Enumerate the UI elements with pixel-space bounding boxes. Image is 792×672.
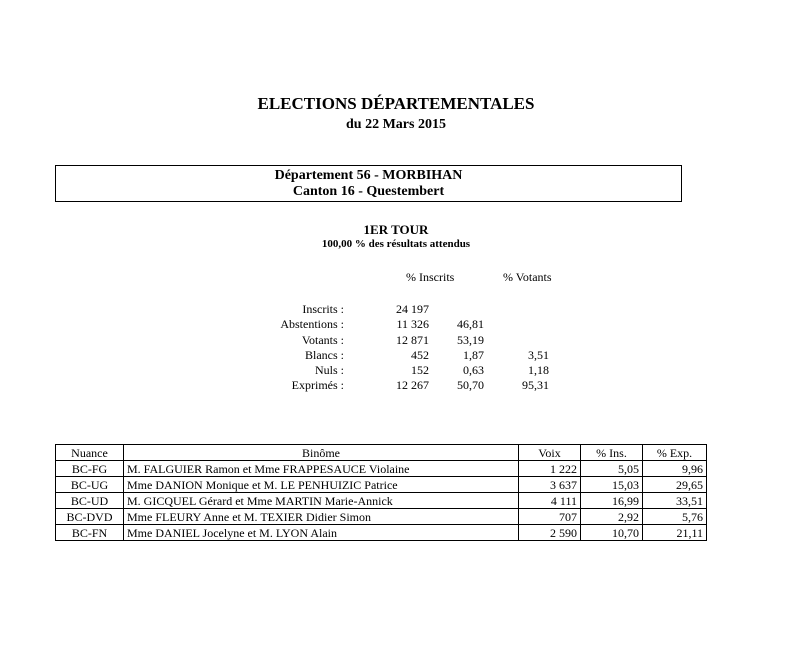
cell-pct-ins: 2,92	[581, 509, 643, 525]
stats-pct-votants: 1,18	[528, 363, 549, 378]
stats-pct-votants: 3,51	[528, 347, 549, 362]
cell-pct-ins: 15,03	[581, 477, 643, 493]
cell-binome: Mme DANIEL Jocelyne et M. LYON Alain	[124, 525, 519, 541]
header-pct-inscrits: % Inscrits	[406, 270, 455, 284]
table-row	[56, 493, 707, 509]
results-progress: 100,00 % des résultats attendus	[321, 238, 471, 250]
table-header-row	[56, 445, 707, 461]
cell-voix: 3 637	[519, 477, 581, 493]
stats-row-exprimes	[184, 378, 554, 393]
col-header-pct-exp: % Exp.	[643, 445, 707, 461]
stats-pct-inscrits: 50,70	[457, 378, 484, 393]
cell-voix: 707	[519, 509, 581, 525]
stats-label: Inscrits :	[302, 302, 344, 316]
stats-pct-votants: 95,31	[522, 378, 549, 393]
cell-nuance: BC-FN	[56, 525, 124, 541]
stats-value: 12 871	[396, 332, 429, 347]
col-header-nuance: Nuance	[56, 445, 124, 461]
cell-nuance: BC-DVD	[56, 509, 124, 525]
cell-pct-exp: 29,65	[643, 477, 707, 493]
col-header-binome: Binôme	[124, 445, 519, 461]
stats-row-votants	[184, 333, 554, 348]
stats-label: Exprimés :	[291, 378, 344, 393]
stats-pct-inscrits: 46,81	[457, 317, 484, 332]
table-row	[56, 461, 707, 477]
cell-nuance: BC-UG	[56, 477, 124, 493]
page-title: ELECTIONS DÉPARTEMENTALES	[257, 94, 535, 113]
cell-nuance: BC-UD	[56, 493, 124, 509]
cell-pct-exp: 5,76	[643, 509, 707, 525]
results-table	[55, 444, 707, 541]
stats-row-nuls	[184, 363, 554, 378]
stats-value: 11 326	[396, 317, 429, 332]
stats-value: 12 267	[396, 378, 429, 393]
cell-voix: 1 222	[519, 461, 581, 477]
cell-pct-exp: 33,51	[643, 493, 707, 509]
header-pct-votants: % Votants	[503, 270, 552, 284]
stats-value: 152	[411, 363, 429, 378]
cell-nuance: BC-FG	[56, 461, 124, 477]
cell-voix: 2 590	[519, 525, 581, 541]
stats-row-blancs	[184, 348, 554, 363]
col-header-pct-ins: % Ins.	[581, 445, 643, 461]
stats-pct-inscrits: 0,63	[463, 363, 484, 378]
election-date: du 22 Mars 2015	[346, 117, 446, 132]
cell-voix: 4 111	[519, 493, 581, 509]
stats-row-abstentions	[184, 317, 554, 332]
stats-pct-inscrits: 1,87	[463, 347, 484, 362]
table-row	[56, 525, 707, 541]
cell-pct-exp: 9,96	[643, 461, 707, 477]
department-label: Département 56 - MORBIHAN	[274, 168, 463, 183]
table-row	[56, 477, 707, 493]
stats-label: Abstentions :	[280, 317, 344, 332]
cell-binome: Mme DANION Monique et M. LE PENHUIZIC Patrice	[124, 477, 519, 493]
cell-pct-ins: 16,99	[581, 493, 643, 509]
cell-pct-ins: 5,05	[581, 461, 643, 477]
stats-block	[184, 302, 554, 394]
stats-value: 24 197	[396, 302, 429, 316]
canton-label: Canton 16 - Questembert	[292, 184, 445, 199]
table-row	[56, 509, 707, 525]
stats-row-inscrits	[184, 302, 554, 317]
stats-value: 452	[411, 347, 429, 362]
col-header-voix: Voix	[519, 445, 581, 461]
cell-binome: M. FALGUIER Ramon et Mme FRAPPESAUCE Violaine	[124, 461, 519, 477]
stats-label: Votants :	[301, 332, 344, 347]
round-title: 1ER TOUR	[363, 222, 429, 237]
cell-pct-exp: 21,11	[643, 525, 707, 541]
department-box	[55, 165, 682, 202]
cell-binome: M. GICQUEL Gérard et Mme MARTIN Marie-Annick	[124, 493, 519, 509]
stats-label: Nuls :	[314, 363, 344, 378]
cell-binome: Mme FLEURY Anne et M. TEXIER Didier Simon	[124, 509, 519, 525]
stats-pct-inscrits: 53,19	[457, 332, 484, 347]
cell-pct-ins: 10,70	[581, 525, 643, 541]
stats-label: Blancs :	[305, 347, 344, 362]
